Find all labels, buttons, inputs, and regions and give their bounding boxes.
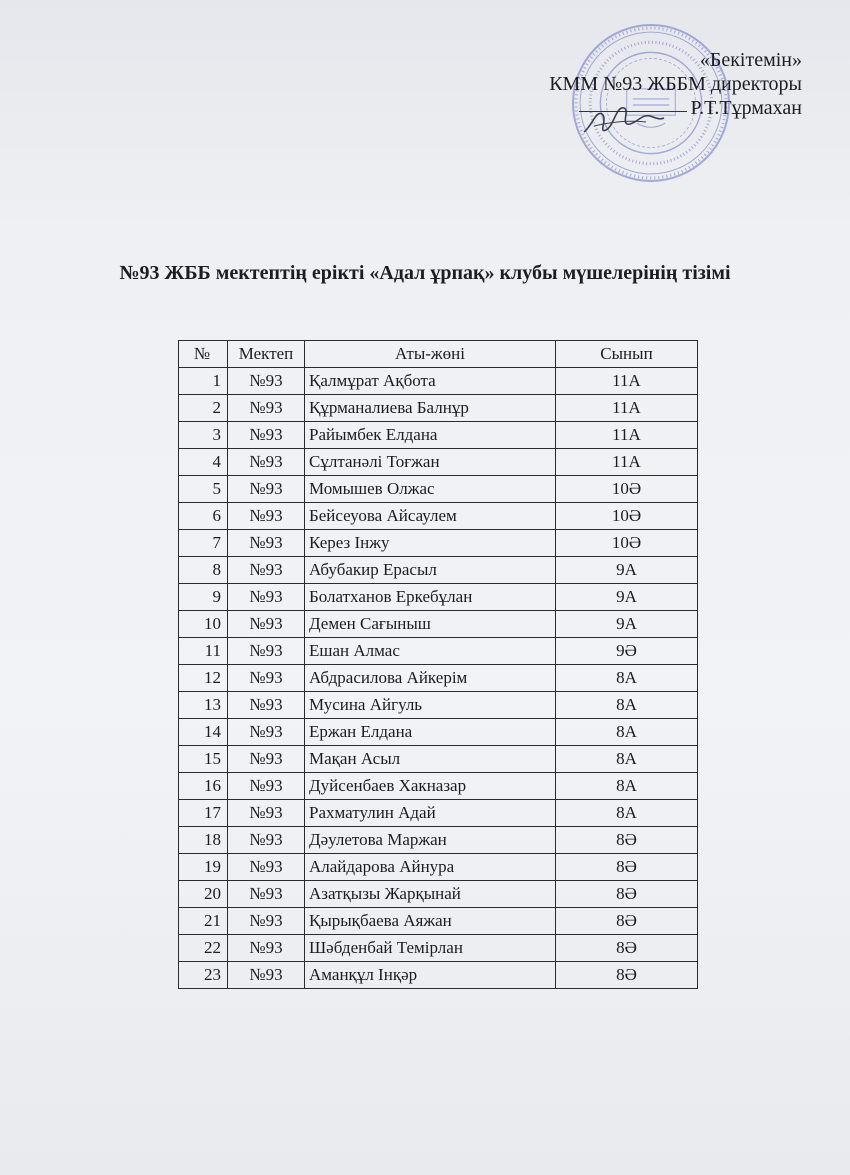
row-number: 7 bbox=[179, 530, 228, 557]
row-full-name: Шәбденбай Темірлан bbox=[305, 935, 556, 962]
column-header-school: Мектеп bbox=[228, 341, 305, 368]
row-class: 10Ә bbox=[556, 503, 698, 530]
row-class: 8Ә bbox=[556, 908, 698, 935]
row-full-name: Құрманалиева Балнұр bbox=[305, 395, 556, 422]
members-table bbox=[178, 340, 698, 989]
row-class: 8Ә bbox=[556, 854, 698, 881]
row-full-name: Дәулетова Маржан bbox=[305, 827, 556, 854]
row-full-name: Момышев Олжас bbox=[305, 476, 556, 503]
row-school: №93 bbox=[228, 638, 305, 665]
row-class: 8А bbox=[556, 665, 698, 692]
row-class: 8А bbox=[556, 746, 698, 773]
table-row bbox=[179, 719, 698, 746]
row-full-name: Рахматулин Адай bbox=[305, 800, 556, 827]
row-number: 10 bbox=[179, 611, 228, 638]
table-row bbox=[179, 395, 698, 422]
row-number: 16 bbox=[179, 773, 228, 800]
row-full-name: Ержан Елдана bbox=[305, 719, 556, 746]
row-full-name: Демен Сағыныш bbox=[305, 611, 556, 638]
row-school: №93 bbox=[228, 422, 305, 449]
row-class: 9А bbox=[556, 557, 698, 584]
row-school: №93 bbox=[228, 908, 305, 935]
row-number: 13 bbox=[179, 692, 228, 719]
row-school: №93 bbox=[228, 503, 305, 530]
table-row bbox=[179, 557, 698, 584]
row-number: 22 bbox=[179, 935, 228, 962]
row-number: 1 bbox=[179, 368, 228, 395]
table-row bbox=[179, 665, 698, 692]
column-header-class: Сынып bbox=[556, 341, 698, 368]
approval-position: КММ №93 ЖББМ директоры bbox=[549, 73, 802, 95]
row-school: №93 bbox=[228, 854, 305, 881]
row-class: 8А bbox=[556, 692, 698, 719]
row-class: 10Ә bbox=[556, 476, 698, 503]
row-class: 8А bbox=[556, 719, 698, 746]
row-number: 21 bbox=[179, 908, 228, 935]
row-school: №93 bbox=[228, 449, 305, 476]
table-row bbox=[179, 368, 698, 395]
table-row bbox=[179, 503, 698, 530]
row-number: 6 bbox=[179, 503, 228, 530]
row-school: №93 bbox=[228, 476, 305, 503]
row-number: 12 bbox=[179, 665, 228, 692]
row-class: 8Ә bbox=[556, 881, 698, 908]
table-row bbox=[179, 611, 698, 638]
table-row bbox=[179, 530, 698, 557]
row-school: №93 bbox=[228, 746, 305, 773]
row-school: №93 bbox=[228, 530, 305, 557]
director-name: Р.Т.Тұрмахан bbox=[690, 97, 802, 119]
row-full-name: Абдрасилова Айкерім bbox=[305, 665, 556, 692]
row-school: №93 bbox=[228, 881, 305, 908]
approval-signatory bbox=[549, 96, 802, 120]
table-row bbox=[179, 854, 698, 881]
row-school: №93 bbox=[228, 395, 305, 422]
row-class: 9А bbox=[556, 584, 698, 611]
row-school: №93 bbox=[228, 665, 305, 692]
row-full-name: Мусина Айгуль bbox=[305, 692, 556, 719]
table-row bbox=[179, 476, 698, 503]
signature-line bbox=[579, 111, 687, 112]
table-row bbox=[179, 449, 698, 476]
row-school: №93 bbox=[228, 611, 305, 638]
row-number: 5 bbox=[179, 476, 228, 503]
row-number: 15 bbox=[179, 746, 228, 773]
row-school: №93 bbox=[228, 827, 305, 854]
row-class: 9А bbox=[556, 611, 698, 638]
table-row bbox=[179, 881, 698, 908]
row-school: №93 bbox=[228, 962, 305, 989]
row-full-name: Райымбек Елдана bbox=[305, 422, 556, 449]
row-full-name: Аманқұл Інқәр bbox=[305, 962, 556, 989]
approval-heading: «Бекітемін» bbox=[699, 49, 802, 71]
row-school: №93 bbox=[228, 557, 305, 584]
row-number: 2 bbox=[179, 395, 228, 422]
row-school: №93 bbox=[228, 773, 305, 800]
row-class: 9Ә bbox=[556, 638, 698, 665]
table-row bbox=[179, 692, 698, 719]
row-full-name: Сұлтанәлі Тоғжан bbox=[305, 449, 556, 476]
row-class: 8Ә bbox=[556, 962, 698, 989]
table-row bbox=[179, 773, 698, 800]
row-number: 11 bbox=[179, 638, 228, 665]
row-full-name: Алайдарова Айнура bbox=[305, 854, 556, 881]
approval-block bbox=[549, 48, 802, 120]
row-class: 11А bbox=[556, 395, 698, 422]
row-class: 10Ә bbox=[556, 530, 698, 557]
row-full-name: Қалмұрат Ақбота bbox=[305, 368, 556, 395]
row-class: 11А bbox=[556, 422, 698, 449]
row-full-name: Дуйсенбаев Хакназар bbox=[305, 773, 556, 800]
row-school: №93 bbox=[228, 800, 305, 827]
table-header-row bbox=[179, 341, 698, 368]
row-full-name: Бейсеуова Айсаулем bbox=[305, 503, 556, 530]
row-number: 18 bbox=[179, 827, 228, 854]
table-row bbox=[179, 584, 698, 611]
row-number: 9 bbox=[179, 584, 228, 611]
row-full-name: Ешан Алмас bbox=[305, 638, 556, 665]
table-row bbox=[179, 800, 698, 827]
page-title: №93 ЖББ мектептің ерікті «Адал ұрпақ» клубы мүшелерінің тізімі bbox=[119, 262, 731, 284]
table-row bbox=[179, 422, 698, 449]
row-number: 23 bbox=[179, 962, 228, 989]
row-number: 14 bbox=[179, 719, 228, 746]
row-number: 17 bbox=[179, 800, 228, 827]
row-number: 20 bbox=[179, 881, 228, 908]
row-school: №93 bbox=[228, 584, 305, 611]
table-row bbox=[179, 638, 698, 665]
row-full-name: Қырықбаева Аяжан bbox=[305, 908, 556, 935]
table-row bbox=[179, 935, 698, 962]
table-row bbox=[179, 908, 698, 935]
row-class: 8А bbox=[556, 800, 698, 827]
row-full-name: Абубакир Ерасыл bbox=[305, 557, 556, 584]
row-class: 8А bbox=[556, 773, 698, 800]
row-class: 8Ә bbox=[556, 827, 698, 854]
column-header-name: Аты-жөні bbox=[305, 341, 556, 368]
table-row bbox=[179, 827, 698, 854]
column-header-number: № bbox=[179, 341, 228, 368]
row-school: №93 bbox=[228, 719, 305, 746]
row-class: 8Ә bbox=[556, 935, 698, 962]
row-number: 19 bbox=[179, 854, 228, 881]
row-full-name: Болатханов Еркебұлан bbox=[305, 584, 556, 611]
table-row bbox=[179, 746, 698, 773]
row-school: №93 bbox=[228, 692, 305, 719]
row-number: 3 bbox=[179, 422, 228, 449]
row-full-name: Керез Інжу bbox=[305, 530, 556, 557]
row-school: №93 bbox=[228, 935, 305, 962]
members-table-body bbox=[179, 368, 698, 989]
row-class: 11А bbox=[556, 449, 698, 476]
row-number: 4 bbox=[179, 449, 228, 476]
row-class: 11А bbox=[556, 368, 698, 395]
row-number: 8 bbox=[179, 557, 228, 584]
row-school: №93 bbox=[228, 368, 305, 395]
row-full-name: Азатқызы Жарқынай bbox=[305, 881, 556, 908]
row-full-name: Мақан Асыл bbox=[305, 746, 556, 773]
table-row bbox=[179, 962, 698, 989]
